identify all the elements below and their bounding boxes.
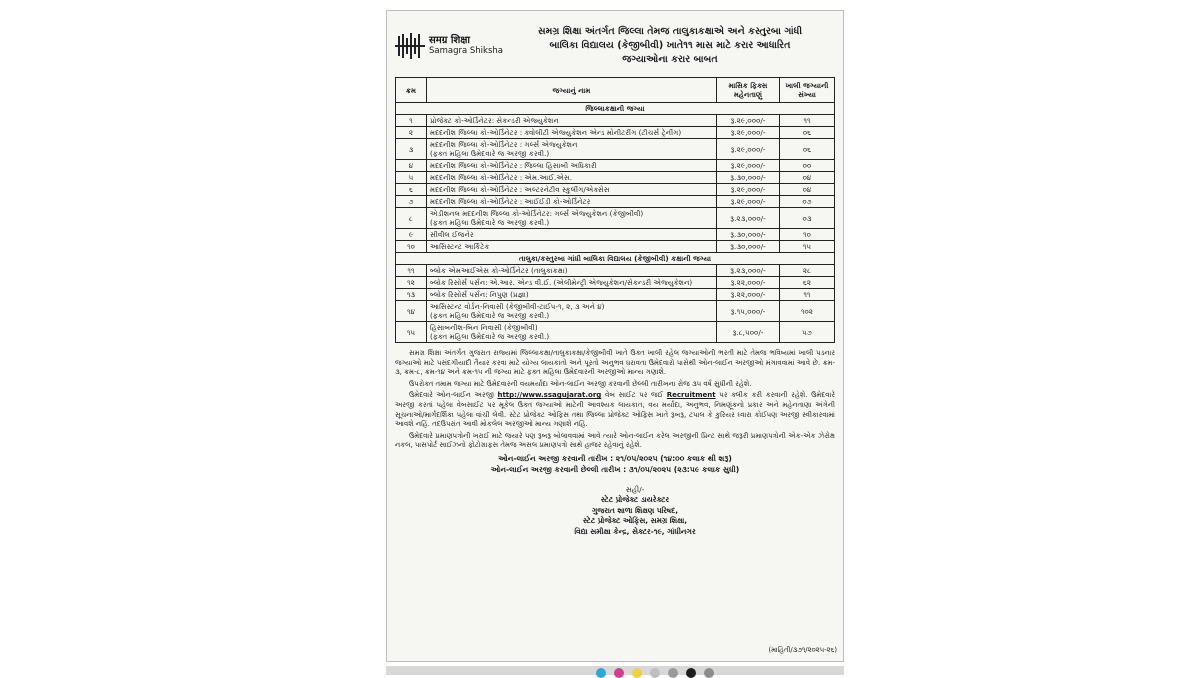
para3-before: ઉમેદવારે ઓન-લાઈન અરજી xyxy=(409,391,494,400)
post-name xyxy=(427,229,717,241)
post-salary: રૂ.૨૩,૦૦૦/- xyxy=(717,208,780,229)
signature-line-4: વિદ્યા સમીક્ષા કેન્દ્ર, સેક્ટર-૧૯, ગાંધીનગર xyxy=(574,526,696,536)
logo-text xyxy=(429,35,503,57)
reference-number: (માહિતી/૩૭૧/૨૦૨૫-૨૬) xyxy=(768,646,837,654)
table-row xyxy=(396,241,835,253)
post-count: ૧૫ xyxy=(780,241,835,253)
post-salary: રૂ.૨૨,૦૦૦/- xyxy=(717,277,780,289)
color-dot xyxy=(632,668,642,678)
post-name-text: બ્લોક રિસોર્સ પર્સન: નિપુણ (પ્રજ્ઞા) xyxy=(430,290,529,299)
application-dates xyxy=(395,453,835,475)
post-salary: રૂ.૨૯,૦૦૦/- xyxy=(717,196,780,208)
post-count: ૨૮ xyxy=(780,265,835,277)
post-name xyxy=(427,160,717,172)
post-count: ૦૦ xyxy=(780,160,835,172)
post-count: ૫૭ xyxy=(780,322,835,343)
para3-after: પર ક્લીક કરી કરવાની રહેશે. ઉમેદવારે અરજી કરતાં પહેલા વેબસાઈટ પર મૂકેલ ઉક્ત જગ્યાઓ માટેની આવશ્યક લાયકાત, વય મર્યાદા, અનુભવ, નિમણૂંકનો પ્રકાર અને મહેનતાણા અંગેની સૂચનાઓ/માર્ગદર્શિકા પહેલા વાંચી લેવી. સ્ટેટ પ્રોજેક્ટ ઓફિસ તથા જિલ્લા પ્રોજેક્ટ ઓફિસ ખાતે રૂબરૂ, ટપાલ કે કુરિયર ધ્વારા કોઈપણ અરજી સ્વીકારવામાં આવશે નહિં. તદઉપરાંત આવી મોકલેલ અરજીઓ માન્ય ગણાશે નહિં. xyxy=(395,391,835,429)
post-name xyxy=(427,172,717,184)
post-salary: રૂ.૩૦,૦૦૦/- xyxy=(717,229,780,241)
post-count: ૦૩ xyxy=(780,208,835,229)
color-dot xyxy=(686,668,696,678)
paragraph-4: ઉમેદવારે પ્રમાણપત્રોની ખરાઈ માટે જયારે પણ રૂબરૂ બોલાવવામાં આવે ત્યારે ઓન-લાઈન કરેલ અરજીની પ્રિન્ટ સાથે જરૂરી પ્રમાણપત્રોની એક-એક ઝેરોક્ષ નકલ, પાસપોર્ટ સાઈઝનો ફોટોગ્રાફસ તેમજ અસલ પ્રમાણપત્રો સાથે હાજર રહેવાનું રહેશે. xyxy=(395,431,835,450)
notice-header xyxy=(395,17,835,75)
row-number: ૨ xyxy=(396,127,427,139)
paragraph-3 xyxy=(395,391,835,429)
section-heading: જિલ્લાકક્ષાની જગ્યા xyxy=(396,103,835,115)
post-name-text: હિસાબનીશ-બિન નિવાસી (કેજીબીવી) xyxy=(430,323,538,332)
row-number: ૪ xyxy=(396,160,427,172)
post-count: ૦૬ xyxy=(780,139,835,160)
row-number: ૯ xyxy=(396,229,427,241)
table-row xyxy=(396,322,835,343)
post-count: ૦૪ xyxy=(780,172,835,184)
post-name-text: બ્લોક રિસોર્સ પર્સન: એ.આર. એન્ડ વી.ઈ. (એલીમેન્ટ્રી એજ્યુકેશન/સેકન્ડરી એજ્યુકેશન) xyxy=(430,278,693,287)
post-count: ૧૧ xyxy=(780,289,835,301)
recruitment-link[interactable]: Recruitment xyxy=(666,391,716,400)
post-name-note: (ફક્ત મહિલા ઉમેદવારે જ અરજી કરવી.) xyxy=(430,332,550,341)
row-number: ૧ xyxy=(396,115,427,127)
row-number: ૫ xyxy=(396,172,427,184)
post-count: ૧૦૨ xyxy=(780,301,835,322)
post-name-note: (ફક્ત મહિલા ઉમેદવારે જ અરજી કરવી.) xyxy=(430,149,550,158)
header-salary: માસિક ફિક્સ મહેનતાણું xyxy=(717,78,780,103)
row-number: ૧૦ xyxy=(396,241,427,253)
table-row xyxy=(396,301,835,322)
post-salary: રૂ.૨૯,૦૦૦/- xyxy=(717,184,780,196)
title-line-3: જગ્યાઓના કરાર બાબત xyxy=(622,54,718,65)
row-number: ૧૫ xyxy=(396,322,427,343)
post-count: ૦૬ xyxy=(780,127,835,139)
post-salary: રૂ.૨૯,૦૦૦/- xyxy=(717,115,780,127)
post-salary: રૂ.૨૩,૦૦૦/- xyxy=(717,265,780,277)
post-count: ૦૪ xyxy=(780,184,835,196)
table-row xyxy=(396,172,835,184)
notice-body xyxy=(395,349,835,475)
section-heading: તાલુકા/કસ્તુરબા ગાંધી બાલિકા વિદ્યાલય (કેજીબીવી) કક્ષાની જગ્યા xyxy=(396,253,835,265)
samagra-shiksha-logo xyxy=(395,31,505,61)
post-name xyxy=(427,265,717,277)
notice-title xyxy=(505,25,835,67)
post-salary: રૂ.૨૯,૦૦૦/- xyxy=(717,160,780,172)
website-link[interactable]: http://www.ssagujarat.org xyxy=(497,391,602,400)
table-row xyxy=(396,277,835,289)
table-header-row xyxy=(396,78,835,103)
post-name xyxy=(427,139,717,160)
color-dot xyxy=(704,668,714,678)
post-name-text: આસિસ્ટન્ટ આર્કિટેક xyxy=(430,242,490,251)
signature-block xyxy=(435,485,835,538)
table-row xyxy=(396,184,835,196)
post-salary: રૂ.૮,૫૦૦/- xyxy=(717,322,780,343)
post-name xyxy=(427,127,717,139)
row-number: ૬ xyxy=(396,184,427,196)
post-name xyxy=(427,196,717,208)
table-row xyxy=(396,265,835,277)
paragraph-1: સમગ્ર શિક્ષા અંતર્ગત ગુજરાત રાજ્યમાં જિલ્લાકક્ષા/તાલુકાકક્ષા/કેજીબીવી ખાતે ઉક્ત ખાલી રહેલ જગ્યાઓની ભરતી માટે તેમજ ભવિષ્યમાં ખાલી પડનાર જગ્યાઓ માટે પસંદગીયાદી તૈયાર કરવા માટે યોગ્ય લાયકાતો અને પૂરતો અનુભવ ધરાવતા ઉમેદવારો પાસેથી ઓન-લાઈન અરજીઓ મંગાવવામાં આવે છે. ક્રમ- ૩, ક્રમ-૮, ક્રમ-૧૪ અને ક્રમ-૧૫ ની જગ્યા માટે ફક્ત મહિલા ઉમેદવારની અરજીઓ માન્ય ગણાશે. xyxy=(395,349,835,377)
post-salary: રૂ.૨૨,૦૦૦/- xyxy=(717,289,780,301)
header-no: ક્રમ xyxy=(396,78,427,103)
signature-line-2: ગુજરાત શાળા શિક્ષણ પરિષદ, xyxy=(591,505,679,515)
para3-middle: વેબ સાઈટ પર જઈ xyxy=(605,391,664,400)
post-name-note: (ફક્ત મહિલા ઉમેદવારે જ અરજી કરવી.) xyxy=(430,218,550,227)
row-number: ૧૩ xyxy=(396,289,427,301)
table-body xyxy=(396,103,835,343)
post-name xyxy=(427,241,717,253)
color-dot xyxy=(650,668,660,678)
post-name-note: (ફક્ત મહિલા ઉમેદવારે જ અરજી કરવી.) xyxy=(430,311,550,320)
post-name xyxy=(427,322,717,343)
signature-line-1: સ્ટેટ પ્રોજેક્ટ ડાયરેક્ટર xyxy=(600,495,670,505)
table-row xyxy=(396,115,835,127)
signature-sd: સહી/- xyxy=(625,484,645,494)
post-salary: રૂ.૩૦,૦૦૦/- xyxy=(717,241,780,253)
post-name xyxy=(427,208,717,229)
table-row xyxy=(396,289,835,301)
post-name-text: સીવીલ ઈજનેર xyxy=(430,230,474,239)
table-section-row xyxy=(396,253,835,265)
posts-table xyxy=(395,77,835,343)
row-number: ૧૧ xyxy=(396,265,427,277)
post-name-text: મદદનીશ જિલ્લા કો-ઓર્ડિનેટર : અલ્ટરનેટીવ સ્કુલીંગ/એક્સેસ xyxy=(430,185,610,194)
post-salary: રૂ.૨૯,૦૦૦/- xyxy=(717,139,780,160)
signature-line-3: સ્ટેટ પ્રોજેક્ટ ઓફિસ, સમગ્ર શિક્ષા, xyxy=(582,516,688,526)
header-name: જગ્યાનું નામ xyxy=(427,78,717,103)
row-number: ૭ xyxy=(396,196,427,208)
table-row xyxy=(396,229,835,241)
table-row xyxy=(396,160,835,172)
post-count: ૧૧ xyxy=(780,115,835,127)
title-line-2: બાલિકા વિદ્યાલય (કેજીબીવી) ખાતે૧૧ માસ માટે કરાર આધારિત xyxy=(549,40,791,51)
row-number: ૧૪ xyxy=(396,301,427,322)
header-count: ખાલી જગ્યાની સંખ્યા xyxy=(780,78,835,103)
post-count: ૦૭ xyxy=(780,196,835,208)
row-number: ૮ xyxy=(396,208,427,229)
color-dot xyxy=(596,668,606,678)
post-count: ૬૨ xyxy=(780,277,835,289)
post-salary: રૂ.૩૦,૦૦૦/- xyxy=(717,172,780,184)
table-section-row xyxy=(396,103,835,115)
logo-line-1: समग्र शिक्षा xyxy=(429,35,471,46)
color-dot xyxy=(668,668,678,678)
post-name-text: એડીશનલ મદદનીશ જિલ્લા કો-ઓર્ડિનેટર: ગર્લ્સ એજ્યુકેશન (કેજીબીવી) xyxy=(430,209,644,218)
table-row xyxy=(396,196,835,208)
post-name-text: મદદનીશ જિલ્લા કો-ઓર્ડિનેટર : એમ.આઈ.એસ. xyxy=(430,173,573,182)
samagra-logo-icon xyxy=(395,31,425,61)
table-row xyxy=(396,208,835,229)
start-date: ઓન-લાઈન અરજી કરવાની તારીખ : ૨૧/૦૫/૨૦૨૫ (૧૪:૦૦ કલાક થી શરૂ) xyxy=(498,453,732,463)
post-name xyxy=(427,289,717,301)
post-name-text: પ્રોજેક્ટ કો-ઓર્ડિનેટર: સેકન્ડરી એજ્યુકેશન xyxy=(430,116,559,125)
post-name-text: બ્લોક એમઆઈએસ કો-ઓર્ડિનેટર (તાલુકાકક્ષા) xyxy=(430,266,568,275)
post-count: ૧૦ xyxy=(780,229,835,241)
post-name-text: આસિસ્ટન્ટ વોર્ડન-નિવાસી (કેજીબીવી-ટાઈપ-૧, ૨, ૩ અને ૪) xyxy=(430,302,605,311)
post-name-text: મદદનીશ જિલ્લા કો-ઓર્ડિનેટર : આઈઈડી કો-ઓર્ડિનેટર xyxy=(430,197,591,206)
post-salary: રૂ.૨૯,૦૦૦/- xyxy=(717,127,780,139)
color-dots xyxy=(596,668,714,678)
color-dot xyxy=(614,668,624,678)
paragraph-2: ઉપરોક્ત તમામ જગ્યા માટે ઉમેદવારની વયમર્યાદા ઓન-લાઈન અરજી કરવાની છેલ્લી તારીખના રોજ ૩૫ વર્ષ સુધીની રહેશે. xyxy=(409,379,752,388)
post-salary: રૂ.૧૫,૦૦૦/- xyxy=(717,301,780,322)
logo-line-2: Samagra Shiksha xyxy=(429,46,503,56)
row-number: ૧૨ xyxy=(396,277,427,289)
row-number: ૩ xyxy=(396,139,427,160)
table-row xyxy=(396,139,835,160)
title-line-1: સમગ્ર શિક્ષા અંતર્ગત જિલ્લા તેમજ તાલુકાકક્ષાએ અને કસ્તુરબા ગાંધી xyxy=(537,26,803,37)
post-name-text: મદદનીશ જિલ્લા કો-ઓર્ડિનેટર : ગર્લ્સ એજ્યુકેશન xyxy=(430,140,578,149)
post-name-text: મદદનીશ જિલ્લા કો-ઓર્ડિનેટર : ક્વોલીટી એજ્યુકેશન એન્ડ મોનીટરીંગ (ટીચર્સ ટ્રેનીંગ) xyxy=(430,128,682,137)
post-name xyxy=(427,301,717,322)
post-name xyxy=(427,277,717,289)
post-name-text: મદદનીશ જિલ્લા કો-ઓર્ડિનેટર : જિલ્લા હિસાબી અધિકારી xyxy=(430,161,597,170)
notice-page xyxy=(386,10,844,662)
post-name xyxy=(427,184,717,196)
last-date: ઓન-લાઈન અરજી કરવાની છેલ્લી તારીખ : ૩૧/૦૫/૨૦૨૫ (૨૩:૫૯ કલાક સુધી) xyxy=(490,464,740,474)
post-name xyxy=(427,115,717,127)
table-row xyxy=(396,127,835,139)
